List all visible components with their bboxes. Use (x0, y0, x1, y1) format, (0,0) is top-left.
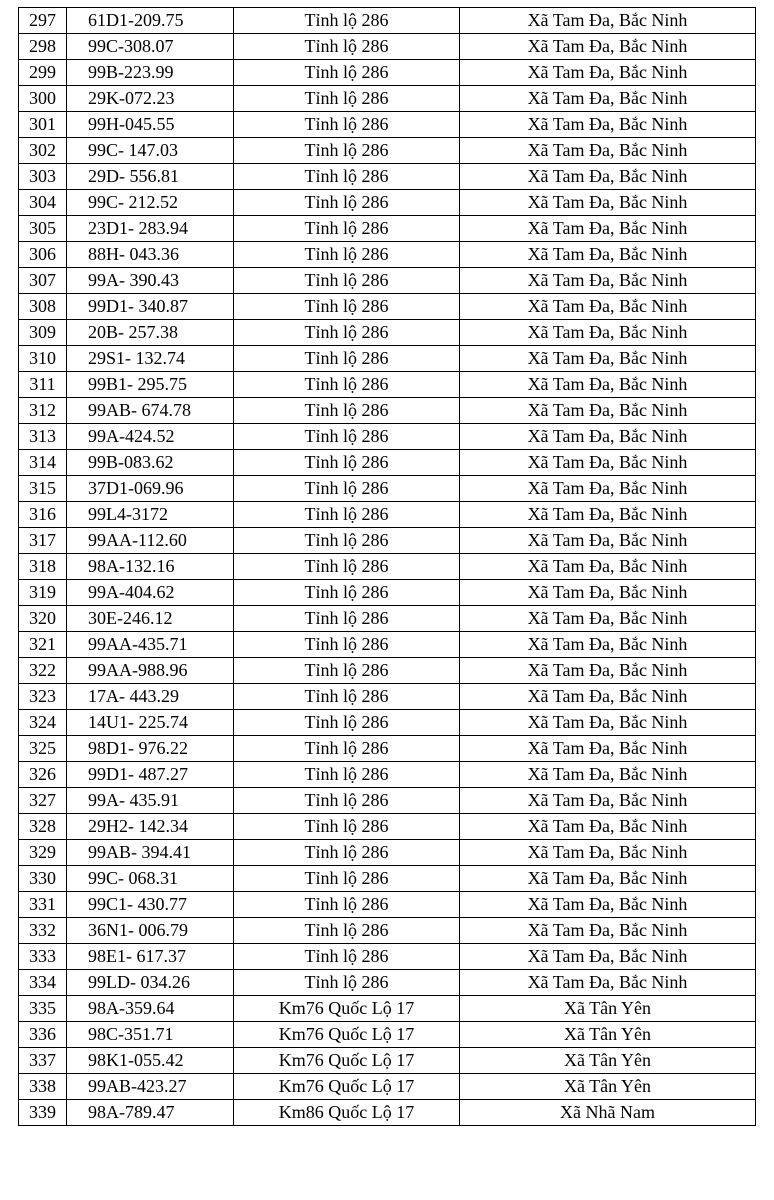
row-number-cell: 317 (19, 528, 67, 554)
location-cell: Tỉnh lộ 286 (234, 944, 460, 970)
address-cell: Xã Tam Đa, Bắc Ninh (460, 840, 756, 866)
location-cell: Tỉnh lộ 286 (234, 814, 460, 840)
license-plate-cell: 99AB-423.27 (67, 1074, 234, 1100)
address-cell: Xã Tam Đa, Bắc Ninh (460, 658, 756, 684)
table-body (19, 8, 756, 1126)
table-row (19, 684, 756, 710)
table-row (19, 34, 756, 60)
row-number-cell: 301 (19, 112, 67, 138)
address-cell: Xã Tam Đa, Bắc Ninh (460, 216, 756, 242)
license-plate-cell: 98E1- 617.37 (67, 944, 234, 970)
location-cell: Tỉnh lộ 286 (234, 86, 460, 112)
location-cell: Tỉnh lộ 286 (234, 268, 460, 294)
location-cell: Tỉnh lộ 286 (234, 320, 460, 346)
table-row (19, 60, 756, 86)
row-number-cell: 329 (19, 840, 67, 866)
address-cell: Xã Tam Đa, Bắc Ninh (460, 86, 756, 112)
table-row (19, 788, 756, 814)
table-row (19, 138, 756, 164)
row-number-cell: 327 (19, 788, 67, 814)
table-row (19, 268, 756, 294)
address-cell: Xã Tam Đa, Bắc Ninh (460, 814, 756, 840)
location-cell: Tỉnh lộ 286 (234, 398, 460, 424)
table-row (19, 658, 756, 684)
address-cell: Xã Tam Đa, Bắc Ninh (460, 944, 756, 970)
row-number-cell: 303 (19, 164, 67, 190)
table-row (19, 242, 756, 268)
location-cell: Tỉnh lộ 286 (234, 476, 460, 502)
address-cell: Xã Tam Đa, Bắc Ninh (460, 866, 756, 892)
address-cell: Xã Nhã Nam (460, 1100, 756, 1126)
row-number-cell: 333 (19, 944, 67, 970)
table-row (19, 112, 756, 138)
row-number-cell: 323 (19, 684, 67, 710)
row-number-cell: 335 (19, 996, 67, 1022)
table-row (19, 1022, 756, 1048)
location-cell: Tỉnh lộ 286 (234, 60, 460, 86)
location-cell: Tỉnh lộ 286 (234, 866, 460, 892)
license-plate-cell: 99LD- 034.26 (67, 970, 234, 996)
row-number-cell: 300 (19, 86, 67, 112)
location-cell: Tỉnh lộ 286 (234, 606, 460, 632)
license-plate-cell: 29D- 556.81 (67, 164, 234, 190)
location-cell: Tỉnh lộ 286 (234, 112, 460, 138)
table-row (19, 736, 756, 762)
license-plate-cell: 99B-083.62 (67, 450, 234, 476)
row-number-cell: 331 (19, 892, 67, 918)
row-number-cell: 308 (19, 294, 67, 320)
license-plate-cell: 29H2- 142.34 (67, 814, 234, 840)
row-number-cell: 339 (19, 1100, 67, 1126)
address-cell: Xã Tam Đa, Bắc Ninh (460, 632, 756, 658)
row-number-cell: 338 (19, 1074, 67, 1100)
address-cell: Xã Tam Đa, Bắc Ninh (460, 892, 756, 918)
location-cell: Tỉnh lộ 286 (234, 762, 460, 788)
row-number-cell: 314 (19, 450, 67, 476)
location-cell: Tỉnh lộ 286 (234, 788, 460, 814)
license-plate-cell: 98D1- 976.22 (67, 736, 234, 762)
row-number-cell: 322 (19, 658, 67, 684)
address-cell: Xã Tam Đa, Bắc Ninh (460, 8, 756, 34)
table-row (19, 918, 756, 944)
location-cell: Km76 Quốc Lộ 17 (234, 1022, 460, 1048)
location-cell: Tỉnh lộ 286 (234, 892, 460, 918)
location-cell: Tỉnh lộ 286 (234, 684, 460, 710)
row-number-cell: 313 (19, 424, 67, 450)
table-row (19, 866, 756, 892)
license-plate-cell: 99C-308.07 (67, 34, 234, 60)
license-plate-cell: 99C- 212.52 (67, 190, 234, 216)
table-row (19, 840, 756, 866)
table-row (19, 450, 756, 476)
location-cell: Tỉnh lộ 286 (234, 970, 460, 996)
row-number-cell: 336 (19, 1022, 67, 1048)
license-plate-cell: 99A- 390.43 (67, 268, 234, 294)
address-cell: Xã Tân Yên (460, 1074, 756, 1100)
address-cell: Xã Tam Đa, Bắc Ninh (460, 684, 756, 710)
license-plate-cell: 23D1- 283.94 (67, 216, 234, 242)
license-plate-cell: 36N1- 006.79 (67, 918, 234, 944)
license-plate-cell: 99A- 435.91 (67, 788, 234, 814)
license-plate-cell: 30E-246.12 (67, 606, 234, 632)
row-number-cell: 306 (19, 242, 67, 268)
license-plate-cell: 99L4-3172 (67, 502, 234, 528)
license-plate-cell: 17A- 443.29 (67, 684, 234, 710)
location-cell: Km76 Quốc Lộ 17 (234, 996, 460, 1022)
location-cell: Tỉnh lộ 286 (234, 346, 460, 372)
location-cell: Tỉnh lộ 286 (234, 372, 460, 398)
license-plate-cell: 61D1-209.75 (67, 8, 234, 34)
location-cell: Tỉnh lộ 286 (234, 658, 460, 684)
license-plate-cell: 98A-132.16 (67, 554, 234, 580)
address-cell: Xã Tam Đa, Bắc Ninh (460, 424, 756, 450)
address-cell: Xã Tam Đa, Bắc Ninh (460, 554, 756, 580)
table-row (19, 528, 756, 554)
address-cell: Xã Tam Đa, Bắc Ninh (460, 528, 756, 554)
address-cell: Xã Tam Đa, Bắc Ninh (460, 372, 756, 398)
location-cell: Tỉnh lộ 286 (234, 710, 460, 736)
license-plate-cell: 99B-223.99 (67, 60, 234, 86)
license-plate-cell: 20B- 257.38 (67, 320, 234, 346)
address-cell: Xã Tam Đa, Bắc Ninh (460, 294, 756, 320)
license-plate-cell: 99AA-988.96 (67, 658, 234, 684)
license-plate-cell: 99D1- 340.87 (67, 294, 234, 320)
address-cell: Xã Tam Đa, Bắc Ninh (460, 268, 756, 294)
license-plate-cell: 98A-359.64 (67, 996, 234, 1022)
address-cell: Xã Tam Đa, Bắc Ninh (460, 346, 756, 372)
row-number-cell: 311 (19, 372, 67, 398)
location-cell: Tỉnh lộ 286 (234, 190, 460, 216)
location-cell: Tỉnh lộ 286 (234, 554, 460, 580)
address-cell: Xã Tam Đa, Bắc Ninh (460, 138, 756, 164)
row-number-cell: 337 (19, 1048, 67, 1074)
row-number-cell: 332 (19, 918, 67, 944)
table-row (19, 606, 756, 632)
row-number-cell: 312 (19, 398, 67, 424)
table-row (19, 190, 756, 216)
license-plate-cell: 88H- 043.36 (67, 242, 234, 268)
row-number-cell: 326 (19, 762, 67, 788)
row-number-cell: 334 (19, 970, 67, 996)
address-cell: Xã Tân Yên (460, 996, 756, 1022)
license-plate-cell: 99C- 147.03 (67, 138, 234, 164)
license-plate-cell: 99AB- 394.41 (67, 840, 234, 866)
address-cell: Xã Tam Đa, Bắc Ninh (460, 60, 756, 86)
table-row (19, 710, 756, 736)
location-cell: Tỉnh lộ 286 (234, 138, 460, 164)
address-cell: Xã Tam Đa, Bắc Ninh (460, 502, 756, 528)
address-cell: Xã Tam Đa, Bắc Ninh (460, 34, 756, 60)
license-plate-cell: 99B1- 295.75 (67, 372, 234, 398)
address-cell: Xã Tam Đa, Bắc Ninh (460, 580, 756, 606)
row-number-cell: 304 (19, 190, 67, 216)
license-plate-cell: 98A-789.47 (67, 1100, 234, 1126)
table-row (19, 320, 756, 346)
address-cell: Xã Tam Đa, Bắc Ninh (460, 476, 756, 502)
license-plate-cell: 99AB- 674.78 (67, 398, 234, 424)
address-cell: Xã Tam Đa, Bắc Ninh (460, 788, 756, 814)
table-row (19, 814, 756, 840)
license-plate-cell: 29S1- 132.74 (67, 346, 234, 372)
location-cell: Tỉnh lộ 286 (234, 8, 460, 34)
address-cell: Xã Tam Đa, Bắc Ninh (460, 606, 756, 632)
license-plate-cell: 99H-045.55 (67, 112, 234, 138)
row-number-cell: 309 (19, 320, 67, 346)
row-number-cell: 319 (19, 580, 67, 606)
location-cell: Tỉnh lộ 286 (234, 216, 460, 242)
license-plate-cell: 14U1- 225.74 (67, 710, 234, 736)
license-plate-cell: 37D1-069.96 (67, 476, 234, 502)
address-cell: Xã Tam Đa, Bắc Ninh (460, 112, 756, 138)
table-row (19, 1048, 756, 1074)
row-number-cell: 318 (19, 554, 67, 580)
license-plate-cell: 98K1-055.42 (67, 1048, 234, 1074)
location-cell: Tỉnh lộ 286 (234, 528, 460, 554)
table-row (19, 8, 756, 34)
address-cell: Xã Tam Đa, Bắc Ninh (460, 450, 756, 476)
license-plate-cell: 98C-351.71 (67, 1022, 234, 1048)
table-row (19, 164, 756, 190)
address-cell: Xã Tam Đa, Bắc Ninh (460, 320, 756, 346)
address-cell: Xã Tân Yên (460, 1022, 756, 1048)
address-cell: Xã Tam Đa, Bắc Ninh (460, 398, 756, 424)
table-row (19, 86, 756, 112)
license-plate-cell: 99A-424.52 (67, 424, 234, 450)
row-number-cell: 316 (19, 502, 67, 528)
violations-table (18, 7, 756, 1126)
table-row (19, 632, 756, 658)
location-cell: Tỉnh lộ 286 (234, 632, 460, 658)
row-number-cell: 320 (19, 606, 67, 632)
location-cell: Tỉnh lộ 286 (234, 424, 460, 450)
table-row (19, 554, 756, 580)
table-row (19, 1074, 756, 1100)
location-cell: Tỉnh lộ 286 (234, 918, 460, 944)
location-cell: Tỉnh lộ 286 (234, 294, 460, 320)
license-plate-cell: 29K-072.23 (67, 86, 234, 112)
table-row (19, 892, 756, 918)
row-number-cell: 302 (19, 138, 67, 164)
table-row (19, 996, 756, 1022)
row-number-cell: 325 (19, 736, 67, 762)
location-cell: Km76 Quốc Lộ 17 (234, 1048, 460, 1074)
location-cell: Km76 Quốc Lộ 17 (234, 1074, 460, 1100)
address-cell: Xã Tam Đa, Bắc Ninh (460, 970, 756, 996)
row-number-cell: 321 (19, 632, 67, 658)
table-row (19, 1100, 756, 1126)
row-number-cell: 310 (19, 346, 67, 372)
license-plate-cell: 99AA-435.71 (67, 632, 234, 658)
location-cell: Tỉnh lộ 286 (234, 502, 460, 528)
table-row (19, 398, 756, 424)
address-cell: Xã Tam Đa, Bắc Ninh (460, 736, 756, 762)
address-cell: Xã Tam Đa, Bắc Ninh (460, 918, 756, 944)
address-cell: Xã Tam Đa, Bắc Ninh (460, 190, 756, 216)
row-number-cell: 305 (19, 216, 67, 242)
row-number-cell: 307 (19, 268, 67, 294)
address-cell: Xã Tam Đa, Bắc Ninh (460, 710, 756, 736)
license-plate-cell: 99C1- 430.77 (67, 892, 234, 918)
row-number-cell: 324 (19, 710, 67, 736)
table-row (19, 424, 756, 450)
location-cell: Tỉnh lộ 286 (234, 580, 460, 606)
table-row (19, 970, 756, 996)
license-plate-cell: 99C- 068.31 (67, 866, 234, 892)
row-number-cell: 330 (19, 866, 67, 892)
table-row (19, 294, 756, 320)
location-cell: Tỉnh lộ 286 (234, 164, 460, 190)
location-cell: Tỉnh lộ 286 (234, 736, 460, 762)
location-cell: Tỉnh lộ 286 (234, 840, 460, 866)
address-cell: Xã Tam Đa, Bắc Ninh (460, 762, 756, 788)
table-row (19, 580, 756, 606)
row-number-cell: 297 (19, 8, 67, 34)
row-number-cell: 299 (19, 60, 67, 86)
row-number-cell: 315 (19, 476, 67, 502)
row-number-cell: 328 (19, 814, 67, 840)
address-cell: Xã Tân Yên (460, 1048, 756, 1074)
address-cell: Xã Tam Đa, Bắc Ninh (460, 242, 756, 268)
row-number-cell: 298 (19, 34, 67, 60)
location-cell: Tỉnh lộ 286 (234, 242, 460, 268)
table-row (19, 762, 756, 788)
license-plate-cell: 99A-404.62 (67, 580, 234, 606)
table-row (19, 372, 756, 398)
license-plate-cell: 99AA-112.60 (67, 528, 234, 554)
table-row (19, 944, 756, 970)
location-cell: Tỉnh lộ 286 (234, 450, 460, 476)
table-row (19, 502, 756, 528)
table-row (19, 476, 756, 502)
location-cell: Km86 Quốc Lộ 17 (234, 1100, 460, 1126)
address-cell: Xã Tam Đa, Bắc Ninh (460, 164, 756, 190)
table-row (19, 216, 756, 242)
license-plate-cell: 99D1- 487.27 (67, 762, 234, 788)
table-row (19, 346, 756, 372)
location-cell: Tỉnh lộ 286 (234, 34, 460, 60)
